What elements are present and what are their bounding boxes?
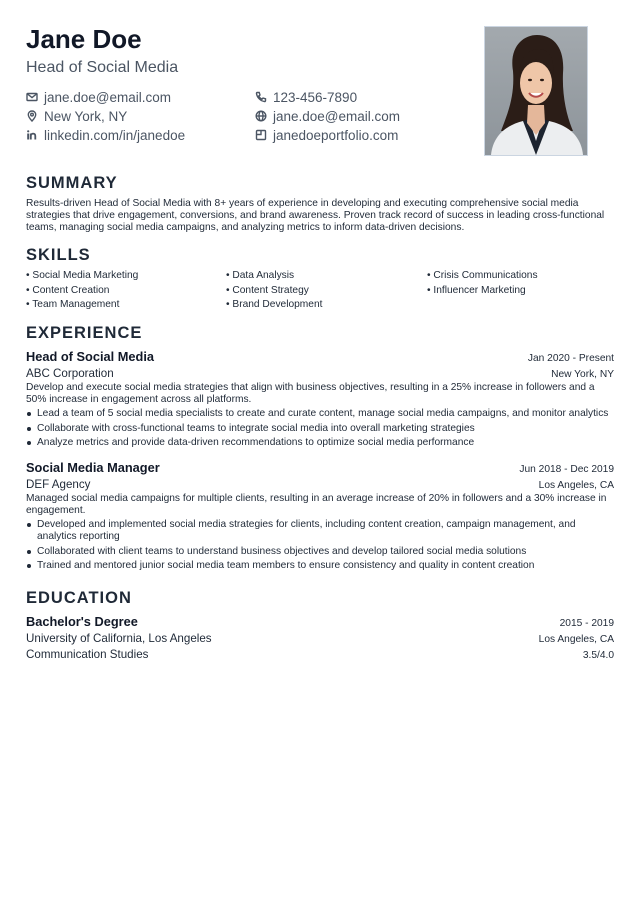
education-heading: EDUCATION: [26, 589, 132, 607]
job-dates: Jan 2020 - Present: [527, 353, 614, 364]
edu-gpa: 3.5/4.0: [582, 650, 614, 661]
job-location: Los Angeles, CA: [538, 480, 614, 492]
job-bullets: [26, 519, 614, 572]
contact-location-text: New York, NY: [44, 108, 128, 124]
job-company: DEF Agency: [26, 478, 91, 492]
location-pin-icon: [26, 110, 38, 122]
contact-phone[interactable]: [255, 88, 475, 106]
candidate-name: Jane Doe: [26, 24, 142, 54]
edu-school: University of California, Los Angeles: [26, 632, 212, 645]
skill-item: • Influencer Marketing: [427, 285, 614, 297]
job-bullet: Developed and implemented social media strategies for clients, including content creation, campaign management, and analytics reporting: [26, 519, 614, 543]
job-entry: [26, 348, 614, 449]
skill-item: • Brand Development: [226, 299, 427, 311]
edu-location: Los Angeles, CA: [538, 634, 614, 645]
edu-dates: 2015 - 2019: [559, 618, 614, 629]
skills-section: [26, 244, 614, 311]
contact-list: [26, 88, 476, 144]
job-description: Develop and execute social media strategies that align with business objectives, resulting in a 25% increase in followers and a 50% increase in engagement across all platforms.: [26, 382, 595, 405]
globe-icon: [255, 110, 267, 122]
job-bullet: Collaborated with client teams to understand business objectives and develop tailored social media solutions: [26, 546, 614, 558]
contact-email-text: jane.doe@email.com: [44, 89, 172, 105]
job-company: ABC Corporation: [26, 367, 114, 380]
profile-photo-image: [485, 27, 587, 155]
contact-location: [26, 107, 255, 125]
skill-item: • Data Analysis: [226, 270, 427, 282]
skill-item: • Social Media Marketing: [26, 270, 226, 282]
job-description: Managed social media campaigns for multiple clients, resulting in an average increase of 20% in followers and a 30% increase in engagement.: [26, 493, 607, 517]
profile-photo: [484, 26, 588, 156]
job-bullet: Trained and mentored junior social media team members to ensure consistency and quality in content creation: [26, 560, 614, 572]
contact-website[interactable]: [255, 107, 475, 125]
job-bullet: Collaborate with cross-functional teams to integrate social media into overall marketing strategies: [26, 423, 614, 435]
contact-linkedin-text: linkedin.com/in/janedoe: [44, 127, 186, 143]
job-bullet: Lead a team of 5 social media specialists to create and curate content, manage social media campaigns, and monitor analytics: [26, 408, 614, 420]
job-bullet: Analyze metrics and provide data-driven recommendations to optimize social media performance: [26, 437, 614, 449]
resume-page: [26, 22, 614, 661]
edu-degree: Bachelor's Degree: [26, 614, 138, 629]
job-bullets: [26, 408, 614, 449]
summary-heading: SUMMARY: [26, 174, 118, 192]
contact-linkedin[interactable]: [26, 126, 255, 144]
education-section: [26, 587, 614, 663]
contact-email[interactable]: [26, 88, 255, 106]
resume-header: [26, 22, 614, 162]
skill-item: • Content Strategy: [226, 285, 427, 297]
summary-text: Results-driven Head of Social Media with 8+ years of experience in developing and executing comprehensive social media strategies that drive engagement, conversions, and brand awareness. Proven track record of success in leading cross-functional teams, managing social media campaigns, and analyzing metrics to inform data-driven decisions.: [26, 198, 605, 233]
contact-phone-text: 123-456-7890: [273, 89, 358, 105]
skills-heading: SKILLS: [26, 246, 91, 264]
phone-icon: [255, 91, 267, 103]
linkedin-icon: [26, 129, 38, 141]
skills-list: [26, 270, 614, 311]
skill-item: • Crisis Communications: [427, 270, 614, 282]
experience-section: [26, 322, 614, 575]
job-dates: Jun 2018 - Dec 2019: [519, 464, 614, 476]
candidate-title: Head of Social Media: [26, 59, 179, 76]
portfolio-icon: [255, 129, 267, 141]
job-entry: [26, 459, 614, 572]
job-title: Social Media Manager: [26, 460, 160, 476]
mail-icon: [26, 91, 38, 103]
job-location: New York, NY: [551, 369, 614, 380]
contact-website-text: jane.doe@email.com: [273, 108, 401, 124]
contact-portfolio-text: janedoeportfolio.com: [273, 127, 399, 143]
job-title: Head of Social Media: [26, 349, 155, 364]
experience-heading: EXPERIENCE: [26, 324, 143, 342]
edu-field: Communication Studies: [26, 648, 149, 661]
skill-item: • Content Creation: [26, 285, 226, 297]
skill-item: • Team Management: [26, 299, 226, 311]
contact-portfolio[interactable]: [255, 126, 475, 144]
summary-section: [26, 172, 614, 234]
